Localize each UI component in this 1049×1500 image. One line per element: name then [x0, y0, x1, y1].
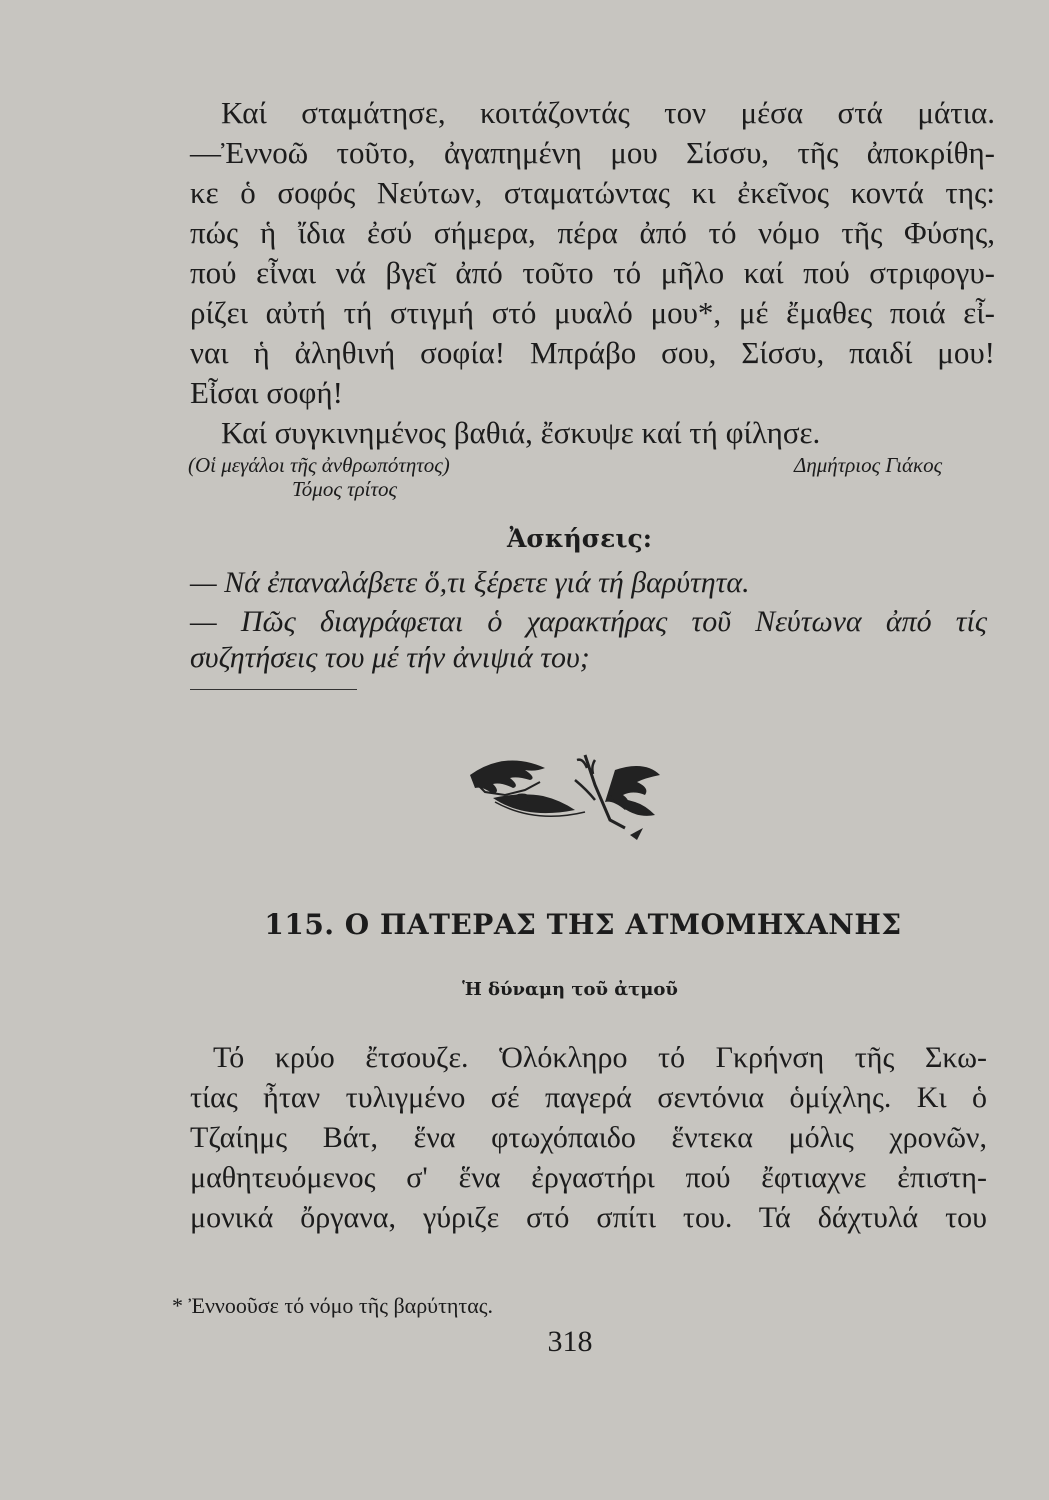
chapter-subtitle: Ἡ δύναμη τοῦ ἀτμοῦ — [462, 979, 678, 1000]
source-author: Δημήτριος Γιάκος — [794, 453, 943, 477]
exercise-line: συζητήσεις του μέ τήν ἀνιψιά του; — [190, 641, 590, 674]
text-line: κε ὁ σοφός Νεύτων, σταματώντας κι ἐκεῖνος κοντά της: — [190, 175, 995, 210]
text-line: τίας ἦταν τυλιγμένο σέ παγερά σεντόνια ὁμίχλης. Κι ὁ — [190, 1081, 987, 1114]
separator-rule — [190, 689, 357, 690]
text-line: ρίζει αὐτή τή στιγμή στό μυαλό μου*, μέ ἔμαθες ποιά εἶ- — [190, 295, 995, 330]
text-line: Τζαίημς Βάτ, ἕνα φτωχόπαιδο ἕντεκα μόλις χρονῶν, — [190, 1121, 987, 1154]
text-line: Καί συγκινημένος βαθιά, ἔσκυψε καί τή φίλησε. — [221, 415, 821, 450]
text-line: Εἶσαι σοφή! — [190, 375, 343, 410]
text-line: μονικά ὄργανα, γύριζε στό σπίτι του. Τά δάχτυλά του — [190, 1201, 987, 1234]
exercises-heading: Ἀσκήσεις: — [507, 524, 652, 553]
text-line: πού εἶναι νά βγεῖ ἀπό τοῦτο τό μῆλο καί πού στριφογυ- — [190, 255, 995, 290]
text-line: —Ἐννοῶ τοῦτο, ἀγαπημένη μου Σίσσυ, τῆς ἀποκρίθη- — [190, 135, 995, 170]
page-number: 318 — [547, 1325, 593, 1358]
text-line: πώς ἡ ἴδια ἐσύ σήμερα, πέρα ἀπό τό νόμο τῆς Φύσης, — [190, 215, 995, 250]
text-line: ναι ἡ ἀληθινή σοφία! Μπράβο σου, Σίσσυ, παιδί μου! — [190, 335, 995, 370]
text-line: μαθητευόμενος σ' ἕνα ἐργαστήρι πού ἔφτιαχνε ἐπιστη- — [190, 1161, 987, 1194]
text-line: Τό κρύο ἔτσουζε. Ὁλόκληρο τό Γκρήνση τῆς Σκω- — [213, 1041, 987, 1074]
exercise-line: — Νά ἐπαναλάβετε ὅ,τι ξέρετε γιά τή βαρύτητα. — [190, 566, 750, 599]
source-book: (Οἱ μεγάλοι τῆς ἀνθρωπότητος) — [188, 453, 450, 477]
chapter-title: 115. Ο ΠΑΤΕΡΑΣ ΤΗΣ ΑΤΜΟΜΗΧΑΝΗΣ — [264, 908, 902, 941]
source-volume: Τόμος τρίτος — [292, 477, 398, 501]
leaf-ornament-icon — [465, 740, 660, 840]
exercise-line: — Πῶς διαγράφεται ὁ χαρακτήρας τοῦ Νεύτωνα ἀπό τίς — [190, 605, 987, 638]
text-line: Καί σταμάτησε, κοιτάζοντάς τον μέσα στά μάτια. — [221, 95, 995, 130]
footnote: * Ἐννοοῦσε τό νόμο τῆς βαρύτητας. — [172, 1293, 493, 1318]
